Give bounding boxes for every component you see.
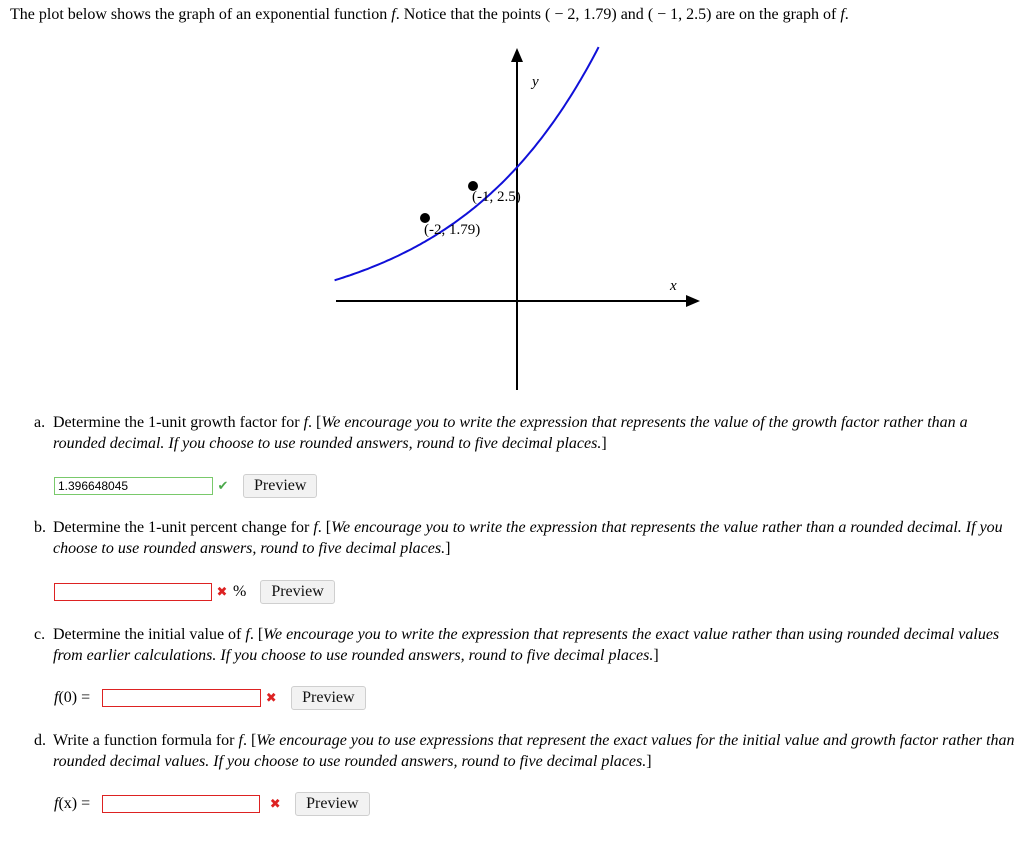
preview-button-c[interactable]: Preview bbox=[291, 686, 365, 710]
question-d-fn: f bbox=[238, 732, 243, 749]
question-b bbox=[34, 517, 1019, 559]
intro-text: The plot below shows the graph of an exponential function bbox=[10, 6, 392, 23]
question-c-fn: f bbox=[245, 626, 250, 643]
question-d-text: Write a function formula for bbox=[53, 732, 239, 749]
y-axis-arrow bbox=[511, 48, 523, 62]
intro-point-2: ( − 1, 2.5) bbox=[647, 6, 712, 23]
answer-a-row bbox=[54, 474, 317, 498]
answer-c-row bbox=[54, 686, 366, 710]
question-a-instructions: We encourage you to write the expression that represents the value of the growth factor rather than a rounded decimal. If you choose to use rounded answers, round to five decimal places. bbox=[53, 414, 968, 452]
intro-fn: f bbox=[391, 6, 396, 23]
question-d-bracket: . [ bbox=[242, 732, 257, 749]
question-b-close: ] bbox=[445, 540, 451, 557]
fx-label-arg: (x) bbox=[58, 795, 82, 812]
answer-a-input[interactable] bbox=[54, 477, 213, 495]
x-axis-arrow bbox=[686, 295, 700, 307]
question-a-close: ] bbox=[601, 435, 607, 452]
exponential-graph bbox=[320, 40, 710, 395]
intro-text-2: . Notice that the points bbox=[395, 6, 546, 23]
incorrect-x-icon: ✖ bbox=[216, 584, 228, 600]
preview-button-b[interactable]: Preview bbox=[260, 580, 334, 604]
incorrect-x-icon: ✖ bbox=[265, 690, 277, 706]
answer-d-input[interactable] bbox=[102, 795, 260, 813]
preview-button-d[interactable]: Preview bbox=[295, 792, 369, 816]
question-d bbox=[34, 730, 1019, 772]
question-b-letter: b. bbox=[34, 519, 46, 536]
answer-b-row bbox=[54, 580, 335, 604]
question-a-fn: f bbox=[303, 414, 309, 431]
incorrect-x-icon: ✖ bbox=[269, 796, 281, 812]
answer-b-input[interactable] bbox=[54, 583, 212, 601]
answer-d-row bbox=[54, 792, 370, 816]
intro-fn-2: f bbox=[840, 6, 845, 23]
question-c-text: Determine the initial value of bbox=[53, 626, 246, 643]
question-c-instructions: We encourage you to write the expression that represents the exact value rather than using rounded decimal values from earlier calculations. If you choose to use rounded answers, round to five decimal places. bbox=[53, 626, 1000, 664]
f0-label-arg: (0) bbox=[58, 689, 82, 706]
y-axis-label: y bbox=[532, 74, 539, 90]
question-d-instructions: We encourage you to use expressions that represent the exact values for the initial value and growth factor rather than rounded decimal values. If you choose to use rounded answers, round to five decimal places. bbox=[53, 732, 1015, 770]
f0-label-eq: = bbox=[81, 689, 91, 706]
question-a bbox=[34, 412, 1019, 454]
point1-label: (-1, 2.5) bbox=[472, 189, 521, 205]
question-b-fn: f bbox=[313, 519, 318, 536]
question-b-text: Determine the 1-unit percent change for bbox=[53, 519, 314, 536]
answer-c-input[interactable] bbox=[102, 689, 261, 707]
correct-check-icon: ✔ bbox=[217, 478, 229, 494]
question-a-bracket: . [ bbox=[308, 414, 322, 431]
percent-unit: % bbox=[233, 583, 247, 600]
preview-button-a[interactable]: Preview bbox=[243, 474, 317, 498]
fx-label bbox=[54, 795, 90, 813]
intro-and: and bbox=[616, 6, 648, 23]
fx-label-fn: f bbox=[54, 795, 59, 812]
intro-point-1: ( − 2, 1.79) bbox=[545, 6, 617, 23]
question-b-bracket: . [ bbox=[317, 519, 332, 536]
question-c-letter: c. bbox=[34, 626, 46, 643]
intro-text-3: are on the graph of bbox=[711, 6, 841, 23]
f0-label-fn: f bbox=[54, 689, 59, 706]
question-d-letter: d. bbox=[34, 732, 46, 749]
question-d-close: ] bbox=[646, 753, 652, 770]
question-c-close: ] bbox=[653, 647, 659, 664]
question-c bbox=[34, 624, 1019, 666]
question-b-instructions: We encourage you to write the expression that represents the value rather than a rounded decimal. If you choose to use rounded answers, round to five decimal places. bbox=[53, 519, 1003, 557]
point2-label: (-2, 1.79) bbox=[424, 222, 481, 238]
question-a-text: Determine the 1-unit growth factor for bbox=[53, 414, 304, 431]
exponential-curve bbox=[335, 47, 599, 280]
problem-intro bbox=[10, 6, 849, 24]
f0-label bbox=[54, 689, 90, 707]
fx-label-eq: = bbox=[81, 795, 91, 812]
intro-period: . bbox=[844, 6, 849, 23]
question-a-letter: a. bbox=[34, 414, 46, 431]
x-axis-label: x bbox=[670, 278, 677, 294]
question-c-bracket: . [ bbox=[249, 626, 264, 643]
